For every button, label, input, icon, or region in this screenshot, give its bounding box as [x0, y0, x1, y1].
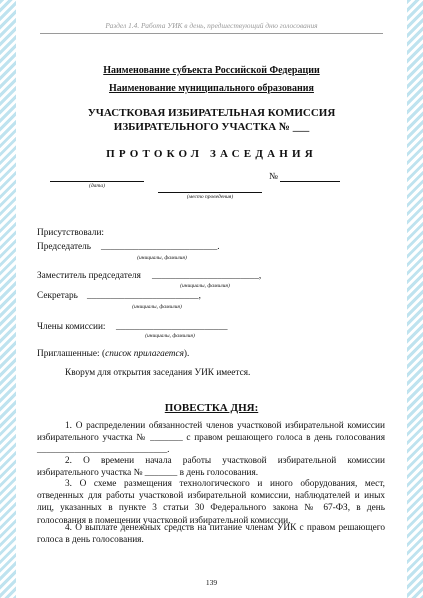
date-caption: (дата): [89, 183, 105, 189]
page-number: 139: [205, 578, 218, 587]
agenda-item-4: 4. О выплате денежных средств на питание членам УИК с правом решающего голоса в день голосования.: [37, 523, 385, 546]
invited-line: Приглашенные: (список прилагается).: [37, 349, 190, 359]
agenda-item-3: 3. О схеме размещения технологического и иного оборудования, мест, отведенных для работы участковой избирательной комиссии, наблюдателей и иных лиц, указанных в пункте 3 статьи 30 Федерального закона № 67-ФЗ, в день голосования в помещении участковой избирательной комиссии.: [37, 479, 385, 526]
deputy-caption: (инициалы, фамилия): [180, 283, 230, 289]
municipal-heading: Наименование муниципального образования: [109, 83, 314, 94]
secretary-caption: (инициалы, фамилия): [132, 304, 182, 310]
place-line: [158, 192, 262, 193]
agenda-item-1: 1. О распределении обязанностей членов участковой избирательной комиссии избирательного участка № _______ с правом решающего голоса в день голосования ____________________________.: [37, 421, 385, 456]
members-label: Члены комиссии:: [37, 322, 106, 332]
quorum-text: Кворум для открытия заседания УИК имеется.: [65, 368, 251, 378]
running-header: Раздел 1.4. Работа УИК в день, предшествующий дню голосования: [105, 21, 318, 30]
number-line: [280, 181, 340, 182]
commission-line-2: ИЗБИРАТЕЛЬНОГО УЧАСТКА № ___: [113, 121, 310, 133]
number-sign: №: [269, 172, 278, 182]
subject-heading: Наименование субъекта Российской Федерации: [103, 65, 320, 76]
agenda-title: ПОВЕСТКА ДНЯ:: [164, 402, 259, 414]
present-label: Присутствовали:: [37, 228, 105, 238]
secretary-label: Секретарь: [37, 291, 78, 301]
place-caption: (место проведения): [186, 194, 234, 200]
secretary-line: ________________________,: [87, 291, 201, 301]
date-line: [50, 181, 144, 182]
chair-line: _________________________.: [101, 242, 220, 252]
members-caption: (инициалы, фамилия): [145, 333, 195, 339]
deputy-line: _______________________,: [152, 271, 262, 281]
members-line: ________________________: [116, 322, 228, 332]
left-decorative-border: [0, 0, 16, 598]
commission-line-1: УЧАСТКОВАЯ ИЗБИРАТЕЛЬНАЯ КОМИССИЯ: [87, 107, 336, 119]
protocol-title: ПРОТОКОЛ ЗАСЕДАНИЯ: [106, 148, 317, 160]
header-rule: [40, 33, 383, 34]
right-decorative-border: [407, 0, 423, 598]
agenda-item-2: 2. О времени начала работы участковой избирательной комиссии избирательного участка № _______ в день голосования.: [37, 456, 386, 479]
chair-label: Председатель: [37, 242, 92, 252]
deputy-label: Заместитель председателя: [37, 271, 141, 281]
chair-caption: (инициалы, фамилия): [137, 255, 187, 261]
